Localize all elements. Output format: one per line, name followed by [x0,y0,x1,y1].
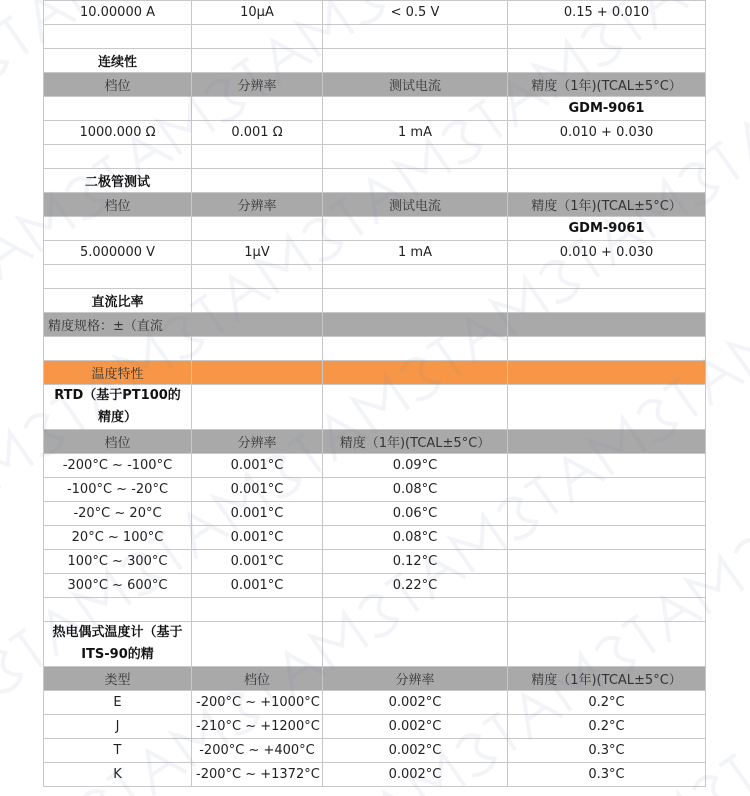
table-row [44,715,706,739]
empty-row [44,598,706,622]
cell-resolution: 0.001°C [192,502,323,526]
model-row [44,217,706,241]
header-range: 档位 [44,193,192,217]
cell-range: -200°C ~ +400°C [192,739,323,763]
cell-resolution: 0.001°C [192,550,323,574]
header-resolution: 分辨率 [192,193,323,217]
table-row [44,1,706,25]
table-row [44,121,706,145]
cell-type: K [44,763,192,787]
cell-accuracy: 0.08°C [323,526,508,550]
cell-accuracy: 0.09°C [323,454,508,478]
header-row [44,73,706,97]
empty-row [44,337,706,361]
rtd-title: RTD（基于PT100的精度） [44,385,192,430]
empty-row [44,25,706,49]
cell-resolution: 0.001°C [192,526,323,550]
header-resolution: 分辨率 [323,667,508,691]
header-range: 档位 [44,73,192,97]
table-row [44,739,706,763]
cell-range: -210°C ~ +1200°C [192,715,323,739]
cell-accuracy: 0.3°C [508,763,706,787]
header-type: 类型 [44,667,192,691]
section-title-row [44,622,706,667]
cell-type: E [44,691,192,715]
cell-range: -200°C ~ +1000°C [192,691,323,715]
header-resolution: 分辨率 [192,73,323,97]
cell-resolution: 0.001°C [192,454,323,478]
cell-resolution: 0.001°C [192,478,323,502]
section-banner-row [44,361,706,385]
table-row [44,691,706,715]
cell-resolution: 0.002°C [323,763,508,787]
cell-resolution: 0.002°C [323,739,508,763]
section-title-row [44,385,706,430]
continuity-title: 连续性 [44,49,192,73]
model-label: GDM-9061 [508,97,706,121]
thermocouple-title: 热电偶式温度计（基于ITS-90的精 [44,622,192,667]
header-row [44,313,706,337]
header-row [44,193,706,217]
cell-resolution: 0.002°C [323,715,508,739]
cell-accuracy: 0.2°C [508,715,706,739]
cell-voltage: < 0.5 V [323,1,508,25]
spec-table [43,0,706,787]
header-accuracy: 精度（1年)(TCAL±5°C） [323,430,508,454]
cell-accuracy: 0.06°C [323,502,508,526]
model-label: GDM-9061 [508,217,706,241]
section-title-row [44,169,706,193]
cell-resolution: 0.001 Ω [192,121,323,145]
cell-accuracy: 0.12°C [323,550,508,574]
table-row [44,550,706,574]
header-accuracy: 精度（1年)(TCAL±5°C） [508,667,706,691]
cell-accuracy: 0.3°C [508,739,706,763]
section-title-row [44,289,706,313]
header-resolution: 分辨率 [192,430,323,454]
header-accuracy: 精度（1年)(TCAL±5°C） [508,193,706,217]
cell-resolution: 0.001°C [192,574,323,598]
cell-accuracy: 0.08°C [323,478,508,502]
header-row [44,430,706,454]
cell-type: T [44,739,192,763]
cell-accuracy: 0.15 + 0.010 [508,1,706,25]
header-test-current: 测试电流 [323,193,508,217]
model-row [44,97,706,121]
header-accuracy: 精度（1年)(TCAL±5°C） [508,73,706,97]
header-row [44,667,706,691]
cell-resolution: 1µV [192,241,323,265]
table-row [44,763,706,787]
dc-ratio-spec: 精度规格：±（直流 [44,313,323,337]
cell-resolution: 10µA [192,1,323,25]
diode-title: 二极管测试 [44,169,192,193]
cell-range: 1000.000 Ω [44,121,192,145]
table-row [44,454,706,478]
cell-range: 20°C ~ 100°C [44,526,192,550]
cell-type: J [44,715,192,739]
table-row [44,574,706,598]
cell-accuracy: 0.2°C [508,691,706,715]
header-range: 档位 [192,667,323,691]
cell-range: -20°C ~ 20°C [44,502,192,526]
cell-range: -200°C ~ +1372°C [192,763,323,787]
table-row [44,478,706,502]
header-range: 档位 [44,430,192,454]
section-title-row [44,49,706,73]
cell-range: 5.000000 V [44,241,192,265]
cell-accuracy: 0.010 + 0.030 [508,121,706,145]
cell-range: 300°C ~ 600°C [44,574,192,598]
cell-range: 100°C ~ 300°C [44,550,192,574]
table-row [44,526,706,550]
empty-row [44,265,706,289]
table-row [44,241,706,265]
cell-test-current: 1 mA [323,121,508,145]
cell-accuracy: 0.010 + 0.030 [508,241,706,265]
cell-accuracy: 0.22°C [323,574,508,598]
table-row [44,502,706,526]
cell-range: -200°C ~ -100°C [44,454,192,478]
header-test-current: 测试电流 [323,73,508,97]
temperature-section-title: 温度特性 [44,361,192,385]
cell-test-current: 1 mA [323,241,508,265]
empty-row [44,145,706,169]
cell-range: -100°C ~ -20°C [44,478,192,502]
dc-ratio-title: 直流比率 [44,289,192,313]
cell-resolution: 0.002°C [323,691,508,715]
cell-range: 10.00000 A [44,1,192,25]
